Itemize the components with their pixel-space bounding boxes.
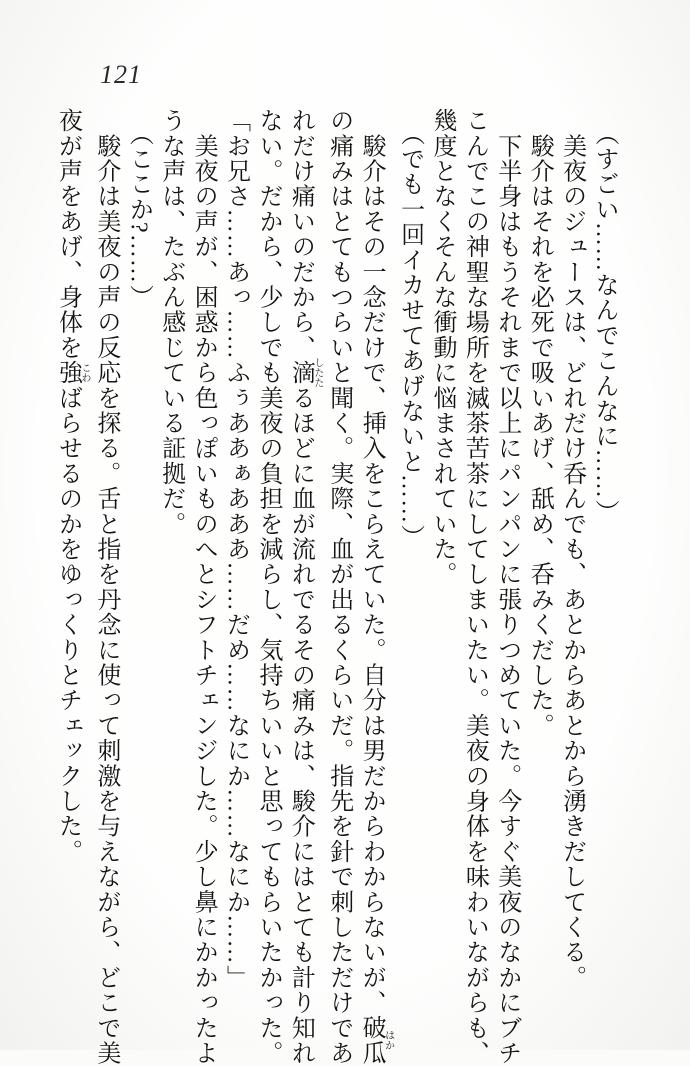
text-block	[51, 108, 620, 1066]
text-line-3: 駿介はそれを必死で吸いあげ、舐め、呑みくだした。	[526, 108, 553, 738]
text-line-9: の痛みはとてもつらいと聞く。実際、血が出るくらいだ。指先を針で刺しただけであ	[325, 108, 352, 1066]
text-line-15: （ここか?……）	[125, 108, 152, 310]
text-line-14: うな声は、たぶん感じている証拠だ。	[157, 108, 184, 537]
ruby-annotation: 強こわ	[54, 360, 90, 386]
text-line-5: こんでこの神聖な場所を滅茶苦茶にしてしまいたい。美夜の身体を味わいながらも、	[461, 108, 488, 1066]
page-number: 121	[100, 60, 142, 89]
text-line-1: （すごい……なんでこんなに……）	[591, 108, 617, 525]
ruby-annotation: 滴したた	[287, 357, 323, 388]
text-line-6: 幾度となくそんな衝動に悩まされていた。	[428, 108, 455, 587]
text-line-4: 下半身はもうそれまで以上にパンパンに張りつめていた。今すぐ美夜のなかにブチ	[493, 108, 520, 1066]
text-line-10: れだけ痛いのだから、滴したたるほどに血が流れでるその痛みは、駿介にはとても計り知れ	[287, 108, 323, 1066]
text-line-8: 駿介はその一念だけで、挿入をこらえていた。自分は男だからわからないが、破瓜はか	[358, 108, 394, 1066]
ruby-annotation: 破瓜はか	[358, 1015, 394, 1066]
text-line-7: （でも一回イカせてあげないと……）	[396, 108, 423, 550]
text-line-16: 駿介は美夜の声の反応を探る。舌と指を丹念に使って刺激を与えながら、どこで美	[92, 108, 119, 1066]
text-line-11: ない。だから、少しでも美夜の負担を減らし、気持ちいいと思ってもらいたかった。	[254, 108, 281, 1066]
text-line-17: 夜が声をあげ、身体を強こわばらせるのかをゆっくりとチェックした。	[54, 108, 90, 865]
text-line-13: 美夜の声が、困惑から色っぽいものへとシフトチェンジした。少し鼻にかかったよ	[190, 108, 217, 1066]
text-line-12: 「お兄さ……あっ……ふぅああぁあああ……だめ……なにか……なにか……」	[222, 108, 249, 990]
text-line-2: 美夜のジュースは、どれだけ呑んでも、あとからあとから湧きだしてくる。	[558, 108, 585, 990]
